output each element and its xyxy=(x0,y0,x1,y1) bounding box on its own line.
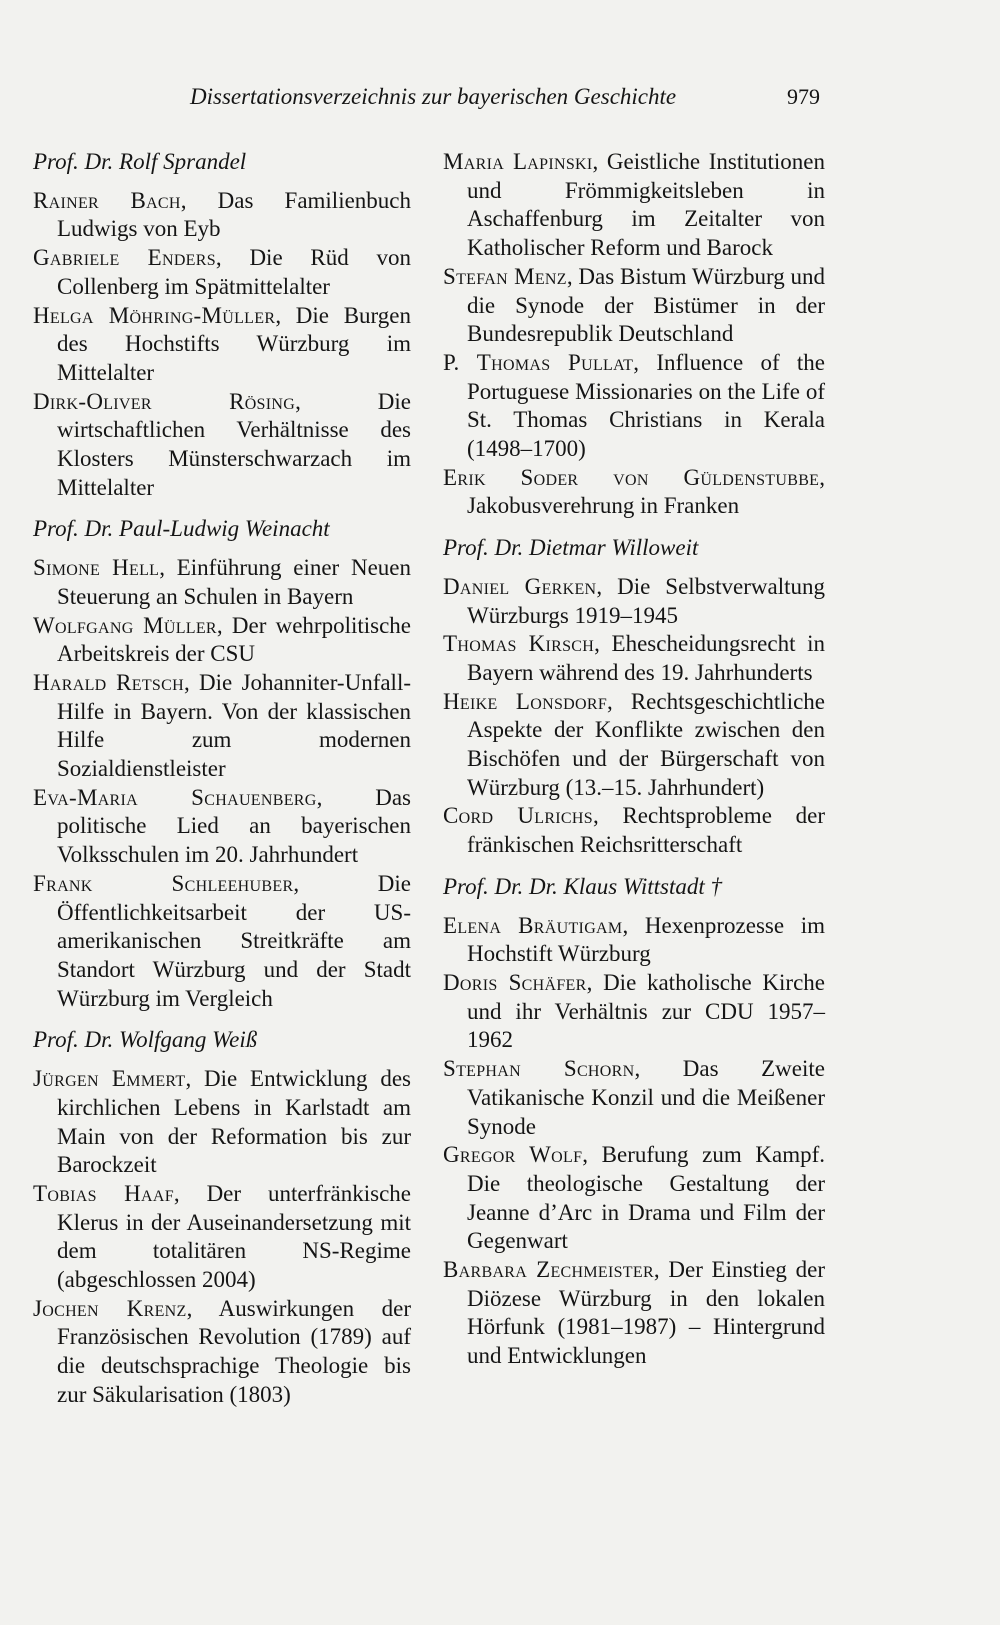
dissertation-title: Geistliche Institutionen und Frömmigkeitsleben in Aschaffenburg im Zeitalter von Katholischer Reform und Barock xyxy=(467,149,826,261)
dissertation-entry: Daniel Gerken, Die Selbstverwaltung Würzburgs 1919–1945 xyxy=(443,573,825,628)
dissertation-title: Die Johanniter-Unfall-Hilfe in Bayern. Von der klassischen Hilfe zum modernen Sozialdienstleister xyxy=(57,669,412,782)
author-name: Frank Schleehuber xyxy=(33,870,294,896)
author-name: Barbara Zechmeister xyxy=(443,1257,654,1283)
dissertation-title: Das Zweite Vatikanische Konzil und die Meißener Synode xyxy=(467,1056,825,1139)
dissertation-entry: Gabriele Enders, Die Rüd von Collenberg im Spätmittelalter xyxy=(33,245,411,299)
dissertation-entry: Stephan Schorn, Das Zweite Vatikanische Konzil und die Meißener Synode xyxy=(443,1056,825,1139)
professor-heading: Prof. Dr. Rolf Sprandel xyxy=(33,149,247,174)
professor-group xyxy=(33,515,411,1013)
dissertation-entry: Jürgen Emmert, Die Entwicklung des kirchlichen Lebens in Karlstadt am Main von der Reformation bis zur Barockzeit xyxy=(33,1066,411,1178)
dissertation-title: Die katholische Kirche und ihr Verhältnis zur CDU 1957–1962 xyxy=(467,969,826,1053)
dissertation-title: Die Entwicklung des kirchlichen Lebens in Karlstadt am Main von der Reformation bis zur Barockzeit xyxy=(57,1066,411,1178)
page-number: 979 xyxy=(787,84,820,109)
dissertation-entry: Frank Schleehuber, Die Öffentlichkeitsarbeit der US-amerikanischen Streitkräfte am Standort Würzburg und der Stadt Würzburg im Vergleich xyxy=(33,870,412,1011)
dissertation-entry: Jochen Krenz, Auswirkungen der Französischen Revolution (1789) auf die deutschsprachige Theologie bis zur Säkularisation (1803) xyxy=(33,1295,412,1407)
dissertation-entry: Helga Möhring-Müller, Die Burgen des Hochstifts Würzburg im Mittelalter xyxy=(33,302,411,385)
professor-group xyxy=(443,534,825,860)
professor-heading: Prof. Dr. Dr. Klaus Wittstadt † xyxy=(443,873,723,899)
dissertation-title: Einführung einer Neuen Steuerung an Schulen in Bayern xyxy=(57,555,411,609)
dissertation-title: Die Öffentlichkeitsarbeit der US-amerikanischen Streitkräfte am Standort Würzburg und der Stadt Würzburg im Vergleich xyxy=(57,870,412,1011)
author-name: Gabriele Enders xyxy=(33,245,216,271)
professor-heading: Prof. Dr. Paul-Ludwig Weinacht xyxy=(33,516,330,542)
professor-heading: Prof. Dr. Dietmar Willoweit xyxy=(443,535,699,561)
author-name: Thomas Kirsch xyxy=(443,631,595,657)
dissertation-entry: Rainer Bach, Das Familienbuch Ludwigs von Eyb xyxy=(33,187,412,242)
author-name: Erik Soder von Güldenstubbe xyxy=(443,464,820,490)
author-name: Simone Hell xyxy=(33,555,160,581)
dissertation-title: Das politische Lied an bayerischen Volksschulen im 20. Jahrhundert xyxy=(57,784,411,868)
author-name: Jürgen Emmert xyxy=(33,1066,186,1092)
professor-group xyxy=(33,1026,411,1409)
dissertation-title: Der wehrpolitische Arbeitskreis der CSU xyxy=(57,612,411,667)
dissertation-title: Rechtsprobleme der fränkischen Reichsritterschaft xyxy=(467,803,826,858)
dissertation-title: Influence of the Portuguese Missionaries on the Life of St. Thomas Christians in Kerala (1498–1700) xyxy=(467,349,825,462)
author-name: Doris Schäfer xyxy=(443,969,587,995)
dissertation-title: Die Selbstverwaltung Würzburgs 1919–1945 xyxy=(467,573,825,628)
running-header xyxy=(190,84,820,118)
dissertation-entry: Eva-Maria Schauenberg, Das politische Lied an bayerischen Volksschulen im 20. Jahrhundert xyxy=(33,784,411,868)
dissertation-title: Jakobusverehrung in Franken xyxy=(467,493,740,519)
dissertation-entry: Thomas Kirsch, Ehescheidungsrecht in Bayern während des 19. Jahrhunderts xyxy=(443,631,825,685)
dissertation-entry: P. Thomas Pullat, Influence of the Portuguese Missionaries on the Life of St. Thomas Christians in Kerala (1498–1700) xyxy=(443,349,825,462)
dissertation-title: Ehescheidungsrecht in Bayern während des 19. Jahrhunderts xyxy=(467,631,825,685)
dissertation-entry: Dirk-Oliver Rösing, Die wirtschaftlichen Verhältnisse des Klosters Münsterschwarzach im Mittelalter xyxy=(33,388,412,500)
author-name: Helga Möhring-Müller xyxy=(33,302,276,328)
author-name: Harald Retsch xyxy=(33,669,184,695)
professor-heading: Prof. Dr. Wolfgang Weiß xyxy=(33,1027,258,1053)
dissertation-entry: Doris Schäfer, Die katholische Kirche und ihr Verhältnis zur CDU 1957–1962 xyxy=(443,969,826,1053)
dissertation-entry: Simone Hell, Einführung einer Neuen Steuerung an Schulen in Bayern xyxy=(33,555,411,609)
dissertation-title: Berufung zum Kampf. Die theologische Gestaltung der Jeanne d’Arc in Drama und Film der Gegenwart xyxy=(467,1142,825,1254)
author-name: P. Thomas Pullat xyxy=(443,349,634,375)
left-column xyxy=(33,148,411,1410)
professor-group xyxy=(443,148,825,521)
author-name: Elena Bräutigam xyxy=(443,912,623,938)
author-name: Cord Ulrichs xyxy=(443,803,593,829)
dissertation-entry: Erik Soder von Güldenstubbe, Jakobusverehrung in Franken xyxy=(443,464,825,519)
dissertation-title: Der Einstieg der Diözese Würzburg in den lokalen Hörfunk (1981–1987) – Hintergrund und Entwicklungen xyxy=(467,1257,825,1369)
dissertation-entry: Gregor Wolf, Berufung zum Kampf. Die theologische Gestaltung der Jeanne d’Arc in Drama und Film der Gegenwart xyxy=(443,1142,825,1254)
dissertation-title: Die wirtschaftlichen Verhältnisse des Klosters Münsterschwarzach im Mittelalter xyxy=(57,388,412,500)
dissertation-title: Hexenprozesse im Hochstift Würzburg xyxy=(467,912,826,967)
author-name: Eva-Maria Schauenberg xyxy=(33,784,317,810)
author-name: Daniel Gerken xyxy=(443,573,597,599)
dissertation-title: Auswirkungen der Französischen Revolution (1789) auf die deutschsprachige Theologie bis zur Säkularisation (1803) xyxy=(57,1295,412,1407)
author-name: Stephan Schorn xyxy=(443,1056,635,1082)
dissertation-entry: Wolfgang Müller, Der wehrpolitische Arbeitskreis der CSU xyxy=(33,612,411,667)
dissertation-entry: Elena Bräutigam, Hexenprozesse im Hochstift Würzburg xyxy=(443,912,826,967)
author-name: Rainer Bach xyxy=(33,187,181,213)
dissertation-entry: Harald Retsch, Die Johanniter-Unfall-Hilfe in Bayern. Von der klassischen Hilfe zum modernen Sozialdienstleister xyxy=(33,669,412,782)
professor-group xyxy=(33,148,411,502)
dissertation-title: Rechtsgeschichtliche Aspekte der Konflikte zwischen den Bischöfen und der Bürgerschaft von Würzburg (13.–15. Jahrhundert) xyxy=(467,688,825,800)
right-column xyxy=(443,148,825,1371)
dissertation-title: Das Familienbuch Ludwigs von Eyb xyxy=(57,187,412,242)
dissertation-entry: Tobias Haaf, Der unterfränkische Klerus in der Auseinandersetzung mit dem totalitären NS-Regime (abgeschlossen 2004) xyxy=(33,1180,411,1293)
author-name: Dirk-Oliver Rösing xyxy=(33,388,296,414)
dissertation-entry: Maria Lapinski, Geistliche Institutionen und Frömmigkeitsleben in Aschaffenburg im Zeitalter von Katholischer Reform und Barock xyxy=(443,149,826,261)
author-name: Wolfgang Müller xyxy=(33,612,217,638)
professor-group xyxy=(443,873,825,1371)
dissertation-entry: Barbara Zechmeister, Der Einstieg der Diözese Würzburg in den lokalen Hörfunk (1981–1987) – Hintergrund und Entwicklungen xyxy=(443,1257,825,1369)
dissertation-entry: Stefan Menz, Das Bistum Würzburg und die Synode der Bistümer in der Bundesrepublik Deutschland xyxy=(443,263,826,347)
dissertation-title: Die Rüd von Collenberg im Spätmittelalter xyxy=(57,245,411,299)
author-name: Maria Lapinski xyxy=(443,149,593,174)
author-name: Jochen Krenz xyxy=(33,1295,187,1321)
author-name: Stefan Menz xyxy=(443,263,567,289)
dissertation-title: Der unterfränkische Klerus in der Auseinandersetzung mit dem totalitären NS-Regime (abgeschlossen 2004) xyxy=(57,1180,411,1293)
author-name: Tobias Haaf xyxy=(33,1180,174,1206)
author-name: Heike Lonsdorf xyxy=(443,688,608,714)
dissertation-entry: Heike Lonsdorf, Rechtsgeschichtliche Aspekte der Konflikte zwischen den Bischöfen und der Bürgerschaft von Würzburg (13.–15. Jahrhundert) xyxy=(443,688,825,800)
author-name: Gregor Wolf xyxy=(443,1142,583,1168)
dissertation-title: Die Burgen des Hochstifts Würzburg im Mittelalter xyxy=(57,302,411,385)
dissertation-title: Das Bistum Würzburg und die Synode der Bistümer in der Bundesrepublik Deutschland xyxy=(467,263,826,347)
dissertation-entry: Cord Ulrichs, Rechtsprobleme der fränkischen Reichsritterschaft xyxy=(443,803,826,858)
running-title: Dissertationsverzeichnis zur bayerischen Geschichte xyxy=(190,84,677,109)
